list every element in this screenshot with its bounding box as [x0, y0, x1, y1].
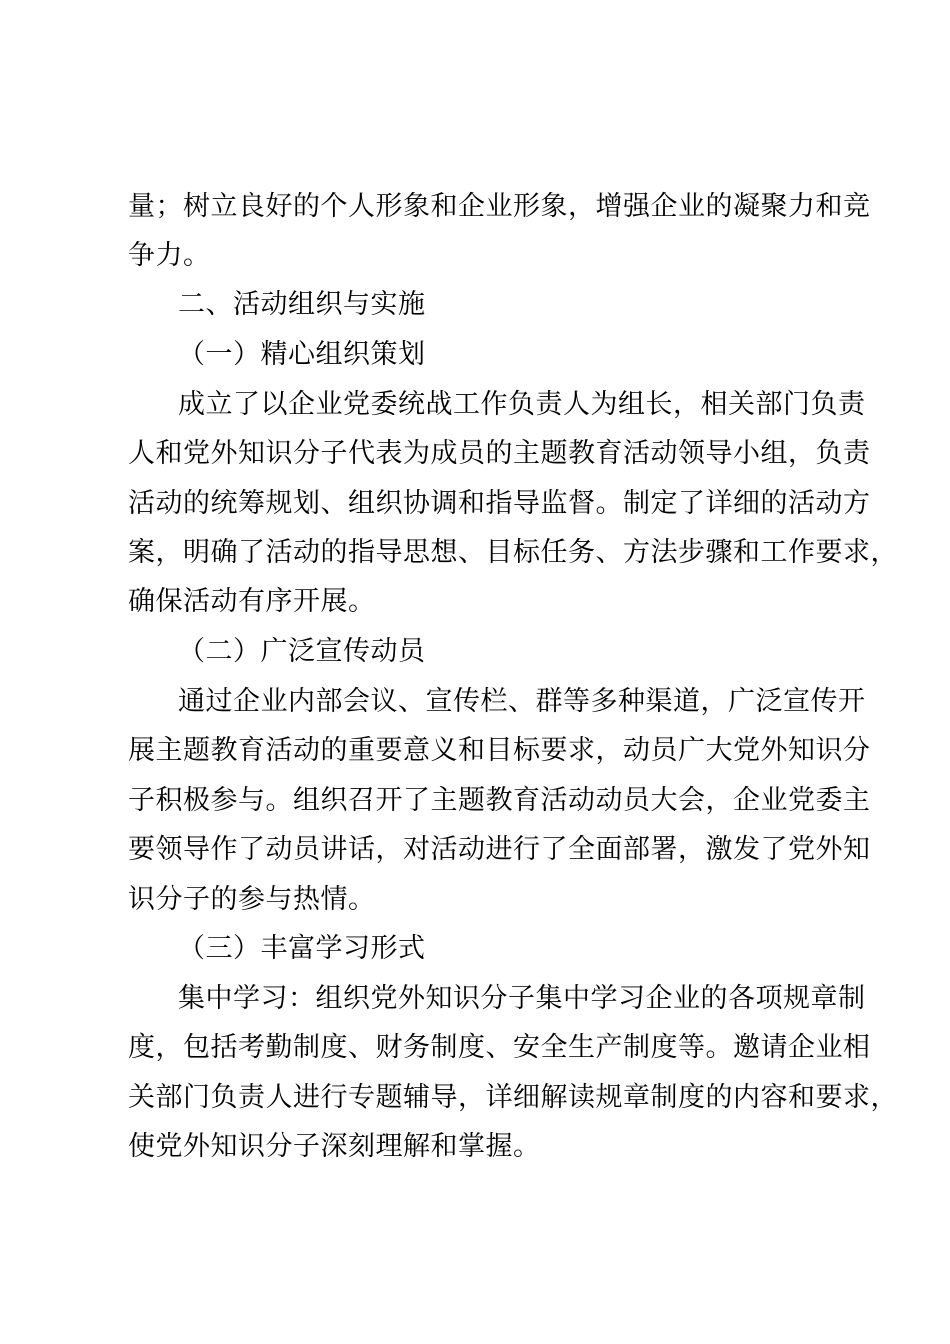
- text-line: 度，包括考勤制度、财务制度、安全生产制度等。邀请企业相: [128, 1032, 871, 1063]
- text-line: 争力。: [128, 240, 211, 271]
- text-line: 确保活动有序开展。: [128, 586, 376, 617]
- section-heading: 二、活动组织与实施: [178, 289, 426, 320]
- text-line: 子积极参与。组织召开了主题教育活动动员大会，企业党委主: [128, 785, 871, 816]
- text-line: 使党外知识分子深刻理解和掌握。: [128, 1131, 541, 1162]
- text-line: 活动的统筹规划、组织协调和指导监督。制定了详细的活动方: [128, 488, 871, 519]
- text-line: 展主题教育活动的重要意义和目标要求，动员广大党外知识分: [128, 735, 871, 766]
- text-line: 通过企业内部会议、宣传栏、群等多种渠道，广泛宣传开: [178, 686, 866, 717]
- text-line: 量；树立良好的个人形象和企业形象，增强企业的凝聚力和竞: [128, 191, 871, 222]
- text-line: 案，明确了活动的指导思想、目标任务、方法步骤和工作要求，: [128, 537, 898, 568]
- text-line: 要领导作了动员讲话，对活动进行了全面部署，激发了党外知: [128, 834, 871, 865]
- text-line: 人和党外知识分子代表为成员的主题教育活动领导小组，负责: [128, 438, 871, 469]
- text-line: 集中学习：组织党外知识分子集中学习企业的各项规章制: [178, 983, 866, 1014]
- text-line: 成立了以企业党委统战工作负责人为组长，相关部门负责: [178, 389, 866, 420]
- subsection-heading: （三）丰富学习形式: [178, 933, 426, 964]
- text-line: 关部门负责人进行专题辅导，详细解读规章制度的内容和要求，: [128, 1082, 898, 1113]
- subsection-heading: （二）广泛宣传动员: [178, 636, 426, 667]
- text-line: 识分子的参与热情。: [128, 884, 376, 915]
- subsection-heading: （一）精心组织策划: [178, 339, 426, 370]
